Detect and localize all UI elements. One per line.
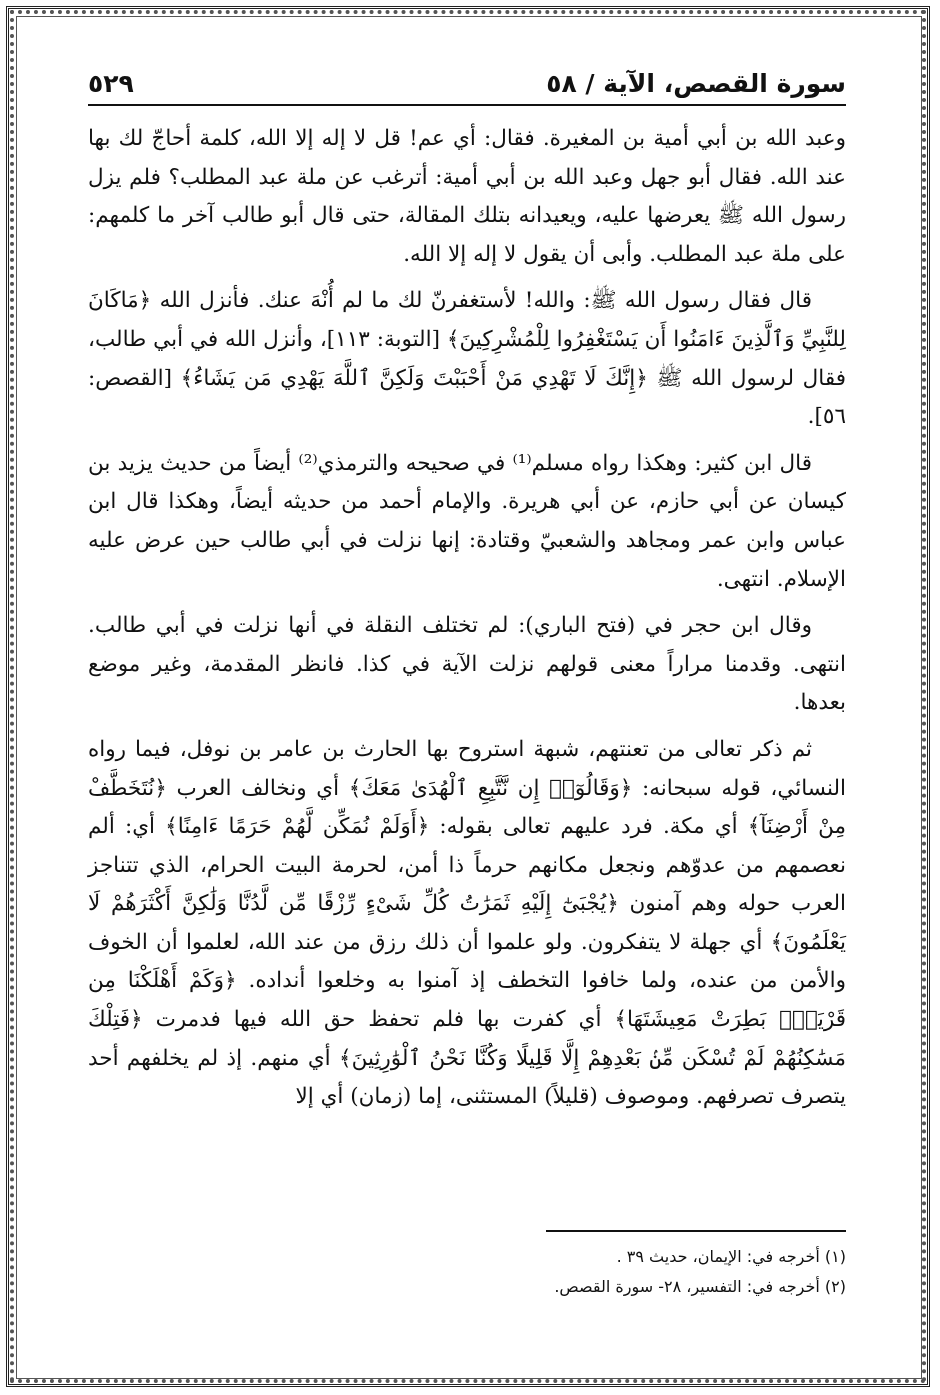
body-text [88,120,846,1117]
paragraph-5: ثم ذكر تعالى من تعنتهم، شبهة استروح بها الحارث بن عامر بن نوفل، فيما رواه النسائي، قوله سبحانه: ﴿وَقَالُوٓا۟ إِن نَّتَّبِعِ ٱلْهُدَىٰ مَعَكَ﴾ أي ونخالف العرب ﴿نُتَخَطَّفْ مِنْ أَرْضِنَآ﴾ أي مكة. فرد عليهم تعالى بقوله: ﴿أَوَلَمْ نُمَكِّن لَّهُمْ حَرَمًا ءَامِنًا﴾ أي: ألم نعصمهم من عدوّهم ونجعل مكانهم حرماً ذا أمن، لحرمة البيت الحرام، الذي تتناجز العرب حوله وهم آمنون ﴿يُجْبَىٰٓ إِلَيْهِ ثَمَرَٰتُ كُلِّ شَىْءٍ رِّزْقًا مِّن لَّدُنَّا وَلَٰكِنَّ أَكْثَرَهُمْ لَا يَعْلَمُونَ﴾ أي جهلة لا يتفكرون. ولو علموا أن ذلك رزق من عند الله، لعلموا أن الخوف والأمن من عنده، ولما خافوا التخطف إذ آمنوا به وخلعوا أنداده. ﴿وَكَمْ أَهْلَكْنَا مِن قَرْيَةٍۭ بَطِرَتْ مَعِيشَتَهَا﴾ أي كفرت بها فلم تحفظ حق الله فيها فدمرت ﴿فَتِلْكَ مَسَٰكِنُهُمْ لَمْ تُسْكَن مِّنۢ بَعْدِهِمْ إِلَّا قَلِيلًا وَكُنَّا نَحْنُ ٱلْوَٰرِثِينَ﴾ أي منهم. إذ لم يخلفهم أحد يتصرف تصرفهم. وموصوف (قليلاً) المستثنى، إما (زمان) أي إلا [88,736,846,1110]
paragraph-4: وقال ابن حجر في (فتح الباري): لم تختلف النقلة في أنها نزلت في أبي طالب. انتهى. وقدمنا مراراً معنى قولهم نزلت الآية في كذا. فانظر المقدمة، وغير موضع بعدها. [88,613,846,716]
running-header [88,62,846,106]
paragraph-2: قال فقال رسول الله ﷺ: والله! لأستغفرنّ لك ما لم أُنْهَ عنك. فأنزل الله ﴿مَاكَانَ لِلنَّبِيِّ وَٱلَّذِينَ ءَامَنُوا أَن يَسْتَغْفِرُوا لِلْمُشْرِكِينَ﴾ [التوبة: ١١٣]، وأنزل الله في أبي طالب، فقال لرسول الله ﷺ ﴿إِنَّكَ لَا تَهْدِي مَنْ أَحْبَبْتَ وَلَكِنَّ ٱللَّهَ يَهْدِي مَن يَشَاءُ﴾ [القصص: ٥٦]. [88,288,846,430]
footnote-separator [546,1230,846,1232]
footnote-1: (١) أخرجه في: الإيمان، حديث ٣٩ . [616,1247,846,1266]
page-number: ٥٢٩ [88,69,134,98]
footnotes [88,1242,846,1302]
paragraph-3: قال ابن كثير: وهكذا رواه مسلم⁽¹⁾ في صحيحه والترمذي⁽²⁾ أيضاً من حديث يزيد بن كيسان عن أبي حازم، عن أبي هريرة. والإمام أحمد من حديثه أيضاً، وهكذا قال ابن عباس وابن عمر ومجاهد والشعبيّ وقتادة: إنها نزلت في أبي طالب حين عرض عليه الإسلام. انتهى. [88,450,846,592]
paragraph-1: وعبد الله بن أبي أمية بن المغيرة. فقال: أي عم! قل لا إله إلا الله، كلمة أحاجّ لك بها عند الله. فقال أبو جهل وعبد الله بن أبي أمية: أترغب عن ملة عبد المطلب؟ فلم يزل رسول الله ﷺ يعرضها عليه، ويعيدانه بتلك المقالة، حتى قال أبو طالب آخر ما كلمهم: على ملة عبد المطلب. وأبى أن يقول لا إله إلا الله. [88,126,846,267]
header-title: سورة القصص، الآية / ٥٨ [546,69,846,98]
footnote-2: (٢) أخرجه في: التفسير، ٢٨- سورة القصص. [554,1277,846,1296]
page-content [88,62,846,1322]
